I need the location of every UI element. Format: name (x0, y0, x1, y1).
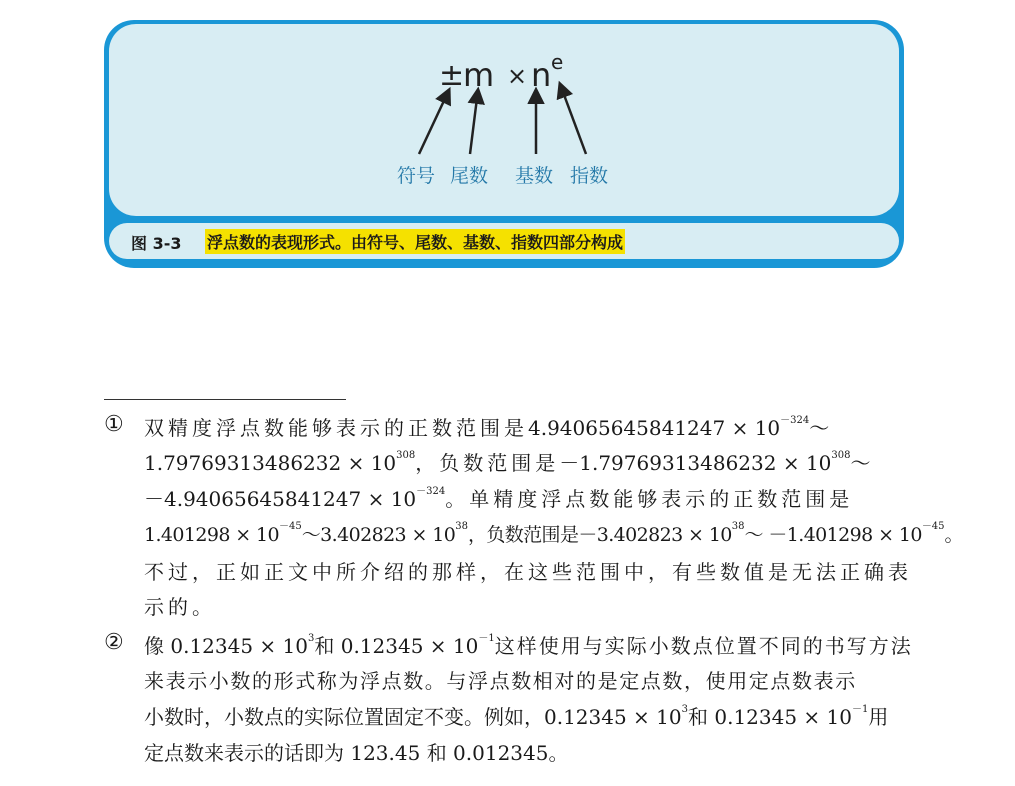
footnote-1-line-3: $-4.94065645841247 \times 10^{-324}$。单精度浮点数能够表示的正数范围是 (144, 486, 854, 511)
figure-caption: 浮点数的表现形式。由符号、尾数、基数、指数四部分构成 (205, 229, 625, 254)
exponent-symbol: e (551, 50, 564, 74)
mantissa-arrow (470, 90, 478, 154)
exponent-label: 指数 (570, 165, 609, 187)
sign-arrow (419, 90, 449, 154)
sign-label: 符号 (397, 165, 436, 187)
footnote-divider (104, 399, 346, 400)
footnote-1-line-6: 示的。 (144, 595, 216, 619)
footnote-2-line-1: 像 $0.12345 \times 10^3$和 $0.12345 \times 10^{-1}$这样使用与实际小数点位置不同的书写方法 (144, 633, 913, 658)
sign-symbol: ± (439, 58, 465, 93)
base-label: 基数 (515, 165, 554, 187)
footnote-2-line-4: 定点数来表示的话即为 123.45 和 0.012345。 (144, 741, 569, 765)
footnote-2-line-3: 小数时，小数点的实际位置固定不变。例如，$0.12345 \times 10^3$和 $0.12345 \times 10^{-1}$用 (144, 704, 889, 729)
mantissa-symbol: m (463, 56, 495, 94)
footnote-2-marker: ② (104, 630, 124, 655)
mantissa-label: 尾数 (450, 165, 489, 187)
footnote-1-line-4: $1.401298 \times 10^{-45}\sim 3.402823 \times 10^{38}$，负数范围是$-3.402823 \times 10^{38}\sim -1.401298 \times 10^{-45}$。 (144, 521, 963, 546)
figure-caption-bar (109, 223, 899, 259)
figure-frame (104, 20, 904, 268)
footnote-1-line-1: 双精度浮点数能够表示的正数范围是$4.94065645841247 \times 10^{-324}\sim$ (144, 415, 830, 440)
figure-panel (109, 24, 899, 216)
footnote-2-line-2: 来表示小数的形式称为浮点数。与浮点数相对的是定点数，使用定点数表示 (144, 669, 857, 693)
footnote-1-line-2: $1.79769313486232 \times 10^{308}$，负数范围是$-1.79769313486232 \times 10^{308}\sim$ (144, 450, 871, 475)
exponent-arrow (560, 84, 586, 154)
footnote-1-line-5: 不过，正如正文中所介绍的那样，在这些范围中，有些数值是无法正确表 (144, 560, 912, 584)
pointer-arrows (109, 24, 899, 216)
footnote-1-marker: ① (104, 412, 124, 437)
figure-number: 图 3-3 (131, 234, 182, 253)
base-symbol: n (531, 56, 552, 94)
times-symbol: × (507, 62, 528, 90)
